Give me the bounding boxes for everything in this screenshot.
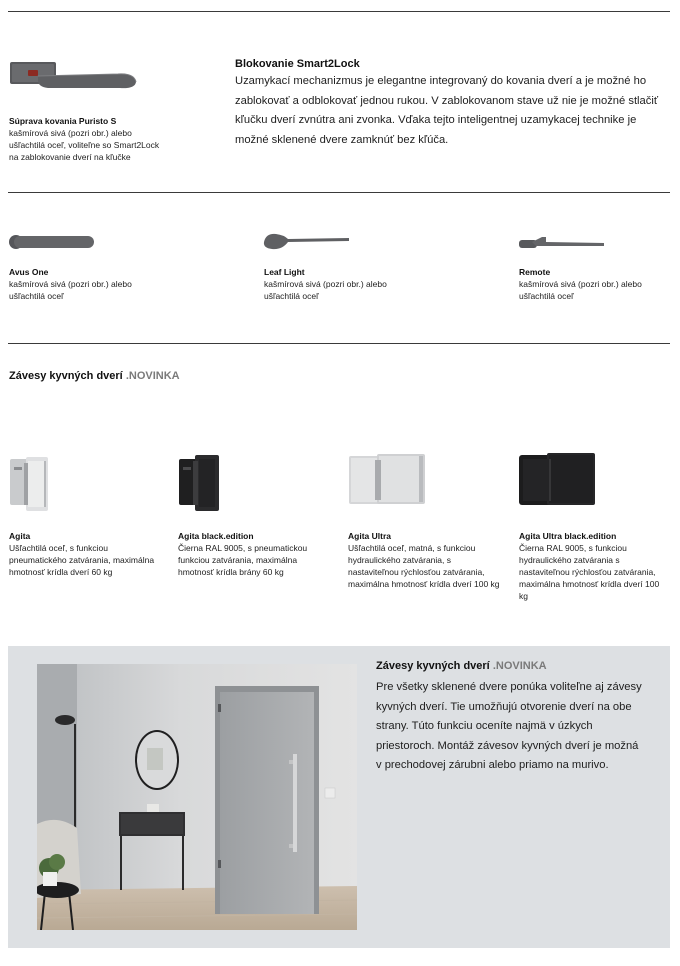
divider-2 [8, 343, 670, 344]
remote-image [518, 233, 608, 251]
agita-title: Agita [9, 531, 31, 541]
hinges-heading-badge: .NOVINKA [125, 370, 180, 382]
puristo-handle-image [8, 56, 143, 104]
hinges-heading-title: Závesy kyvných dverí [9, 370, 123, 382]
smart2lock-text: Uzamykací mechanizmus je elegantne integrovaný do kovania dverí a je možné ho zablokovať a odblokovať jednou rukou. V zablokovanom stave už nie je možné stlačiť kľučku dverí zvnútra ani zvonka. Vďaka tejto inteligentnej uzamykacej technike je možné sklenené dvere zamknúť bez kľúča. [235, 75, 659, 146]
agita-ultra-hinge-image [347, 452, 427, 508]
agita-ultra-title: Agita Ultra [348, 531, 391, 541]
leaf-light-desc: kašmírová sivá (pozri obr.) alebo ušľachtilá oceľ [264, 279, 387, 301]
hinges-heading [9, 370, 180, 382]
agita-black-title: Agita black.edition [178, 531, 254, 541]
avus-one-title: Avus One [9, 267, 49, 277]
smart2lock-title: Blokovanie Smart2Lock [235, 58, 360, 70]
panel-text: Pre všetky sklenené dvere ponúka voliteľne aj závesy kyvných dverí. Tie umožňujú otvorenie dverí na obe strany. Túto funkciu oceníte najmä v úzkych priestoroch. Montáž závesov kyvných dverí je možná v prechodovej zárubni alebo priamo na murivo. [376, 681, 642, 771]
leaf-light-title: Leaf Light [264, 267, 305, 277]
agita-ultra-black-title: Agita Ultra black.edition [519, 531, 617, 541]
panel-heading-title: Závesy kyvných dverí [376, 660, 490, 672]
panel-heading [376, 660, 547, 672]
agita-hinge-image [8, 455, 50, 515]
remote-title: Remote [519, 267, 551, 277]
puristo-title: Súprava kovania Puristo S [9, 116, 117, 126]
agita-black-desc: Čierna RAL 9005, s pneumatickou funkciou zatvárania, maximálna hmotnosť krídla brány 60 kg [178, 543, 308, 577]
agita-desc: Ušľachtilá oceľ, s funkciou pneumatického zatvárania, maximálna hmotnosť krídla dverí 60 kg [9, 543, 155, 577]
room-photo [37, 664, 357, 930]
leaf-light-image [262, 230, 352, 252]
remote-desc: kašmírová sivá (pozri obr.) alebo ušľachtilá oceľ [519, 279, 642, 301]
top-divider [8, 11, 670, 12]
agita-ultra-black-desc: Čierna RAL 9005, s funkciou hydraulického zatvárania s nastaviteľnou rýchlosťou zatvárania, maximálna hmotnosť krídla dverí 100 kg [519, 543, 660, 601]
puristo-desc: kašmírová sivá (pozri obr.) alebo ušľachtilá oceľ, voliteľne so Smart2Lock na zablokovanie dverí na kľučke [9, 128, 160, 162]
agita-black-hinge-image [177, 453, 221, 515]
agita-ultra-desc: Ušľachtilá oceľ, matná, s funkciou hydraulického zatvárania, s nastaviteľnou rýchlosťou zatvárania, maximálna hmotnosť krídla dverí 100 kg [348, 543, 500, 589]
avus-one-image [8, 232, 96, 252]
divider-1 [8, 192, 670, 193]
panel-heading-badge: .NOVINKA [492, 660, 547, 672]
avus-one-desc: kašmírová sivá (pozri obr.) alebo ušľachtilá oceľ [9, 279, 132, 301]
agita-ultra-black-hinge-image [517, 451, 597, 509]
